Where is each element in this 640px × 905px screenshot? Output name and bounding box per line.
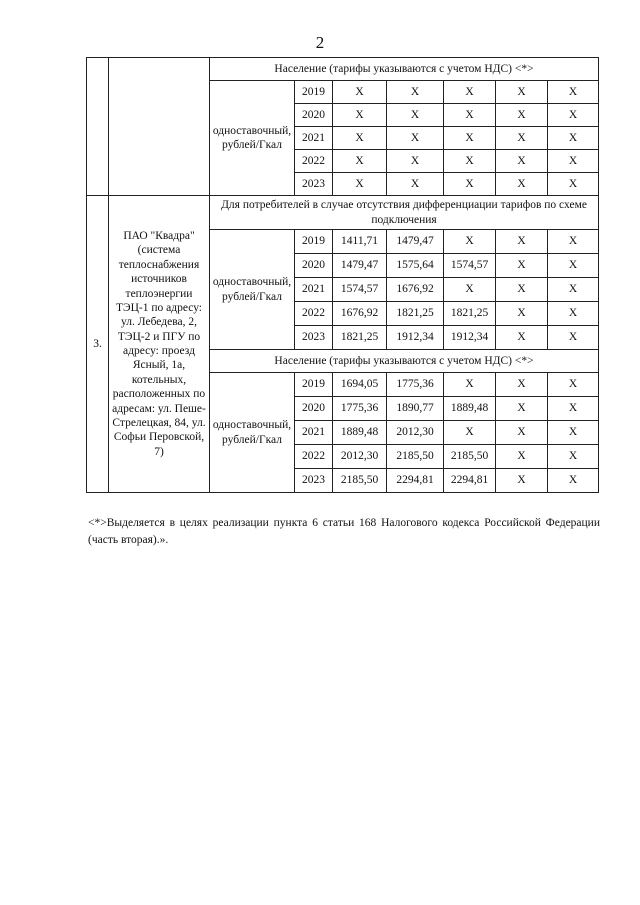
value-cell: X bbox=[496, 81, 548, 104]
value-cell: 2012,30 bbox=[333, 445, 387, 469]
year-cell: 2021 bbox=[295, 278, 333, 302]
value-cell: X bbox=[496, 421, 548, 445]
value-cell: X bbox=[444, 81, 496, 104]
value-cell: X bbox=[496, 397, 548, 421]
value-cell: X bbox=[548, 445, 599, 469]
value-cell: X bbox=[496, 254, 548, 278]
row-number-cell-empty bbox=[87, 58, 109, 196]
value-cell: X bbox=[444, 173, 496, 196]
value-cell: X bbox=[496, 445, 548, 469]
value-cell: X bbox=[496, 230, 548, 254]
tariff-table bbox=[86, 57, 599, 493]
value-cell: X bbox=[444, 373, 496, 397]
year-cell: 2022 bbox=[295, 445, 333, 469]
value-cell: 2185,50 bbox=[333, 469, 387, 493]
value-cell: 1479,47 bbox=[387, 230, 444, 254]
value-cell: X bbox=[496, 278, 548, 302]
value-cell: X bbox=[387, 173, 444, 196]
value-cell: X bbox=[548, 302, 599, 326]
value-cell: X bbox=[333, 150, 387, 173]
page-number: 2 bbox=[315, 33, 325, 52]
value-cell: X bbox=[548, 421, 599, 445]
value-cell: 2294,81 bbox=[387, 469, 444, 493]
value-cell: X bbox=[548, 230, 599, 254]
value-cell: X bbox=[387, 150, 444, 173]
value-cell: 1574,57 bbox=[333, 278, 387, 302]
footnote: <*>Выделяется в целях реализации пункта 6 статьи 168 Налогового кодекса Российской Федерации (часть вторая).». bbox=[88, 517, 600, 546]
value-cell: X bbox=[496, 104, 548, 127]
unit-cell: одноставочный, рублей/Гкал bbox=[210, 230, 295, 350]
value-cell: X bbox=[548, 397, 599, 421]
value-cell: X bbox=[548, 127, 599, 150]
value-cell: X bbox=[387, 81, 444, 104]
value-cell: 1889,48 bbox=[333, 421, 387, 445]
value-cell: X bbox=[444, 104, 496, 127]
value-cell: 2294,81 bbox=[444, 469, 496, 493]
value-cell: X bbox=[333, 127, 387, 150]
value-cell: 1411,71 bbox=[333, 230, 387, 254]
value-cell: X bbox=[496, 326, 548, 350]
year-cell: 2019 bbox=[295, 81, 333, 104]
year-cell: 2023 bbox=[295, 469, 333, 493]
value-cell: X bbox=[496, 173, 548, 196]
value-cell: X bbox=[548, 81, 599, 104]
organization-cell-empty bbox=[109, 58, 210, 196]
value-cell: X bbox=[548, 469, 599, 493]
year-cell: 2023 bbox=[295, 173, 333, 196]
year-cell: 2020 bbox=[295, 104, 333, 127]
value-cell: 1890,77 bbox=[387, 397, 444, 421]
section-header: Население (тарифы указываются с учетом НДС) <*> bbox=[210, 350, 599, 373]
value-cell: X bbox=[496, 373, 548, 397]
organization-name: ПАО "Квадра" (система теплоснабжения источников теплоэнергии ТЭЦ-1 по адресу: ул. Лебедева, 2, ТЭЦ-2 и ПГУ по адресу: проезд Ясный, 1а, котельных, расположенных по адресам: ул. Пеше-Стрелецкая, 84, ул. Софьи Перовской, 7) bbox=[109, 196, 210, 493]
row-number: 3. bbox=[87, 196, 109, 493]
year-cell: 2019 bbox=[295, 230, 333, 254]
value-cell: X bbox=[444, 127, 496, 150]
value-cell: 2012,30 bbox=[387, 421, 444, 445]
value-cell: 1821,25 bbox=[387, 302, 444, 326]
unit-cell: одноставочный, рублей/Гкал bbox=[210, 81, 295, 196]
unit-cell: одноставочный, рублей/Гкал bbox=[210, 373, 295, 493]
value-cell: 2185,50 bbox=[387, 445, 444, 469]
value-cell: 1912,34 bbox=[444, 326, 496, 350]
value-cell: X bbox=[548, 104, 599, 127]
value-cell: X bbox=[548, 278, 599, 302]
year-cell: 2020 bbox=[295, 254, 333, 278]
value-cell: X bbox=[548, 150, 599, 173]
value-cell: 1775,36 bbox=[333, 397, 387, 421]
year-cell: 2022 bbox=[295, 302, 333, 326]
value-cell: 1821,25 bbox=[333, 326, 387, 350]
year-cell: 2023 bbox=[295, 326, 333, 350]
year-cell: 2019 bbox=[295, 373, 333, 397]
value-cell: 1889,48 bbox=[444, 397, 496, 421]
value-cell: 1479,47 bbox=[333, 254, 387, 278]
value-cell: 1676,92 bbox=[333, 302, 387, 326]
value-cell: X bbox=[548, 326, 599, 350]
value-cell: X bbox=[333, 173, 387, 196]
section-header-row bbox=[87, 196, 599, 230]
value-cell: X bbox=[548, 373, 599, 397]
value-cell: 1676,92 bbox=[387, 278, 444, 302]
value-cell: 1694,05 bbox=[333, 373, 387, 397]
value-cell: 1574,57 bbox=[444, 254, 496, 278]
value-cell: X bbox=[548, 173, 599, 196]
value-cell: X bbox=[496, 150, 548, 173]
value-cell: X bbox=[333, 81, 387, 104]
value-cell: 1775,36 bbox=[387, 373, 444, 397]
value-cell: X bbox=[496, 302, 548, 326]
value-cell: 1912,34 bbox=[387, 326, 444, 350]
year-cell: 2022 bbox=[295, 150, 333, 173]
year-cell: 2020 bbox=[295, 397, 333, 421]
value-cell: X bbox=[548, 254, 599, 278]
value-cell: X bbox=[333, 104, 387, 127]
value-cell: X bbox=[496, 469, 548, 493]
value-cell: X bbox=[444, 421, 496, 445]
section-header-row bbox=[87, 58, 599, 81]
section-header: Население (тарифы указываются с учетом НДС) <*> bbox=[210, 58, 599, 81]
year-cell: 2021 bbox=[295, 127, 333, 150]
value-cell: 1821,25 bbox=[444, 302, 496, 326]
value-cell: X bbox=[444, 278, 496, 302]
value-cell: 1575,64 bbox=[387, 254, 444, 278]
value-cell: X bbox=[496, 127, 548, 150]
value-cell: X bbox=[444, 150, 496, 173]
value-cell: 2185,50 bbox=[444, 445, 496, 469]
year-cell: 2021 bbox=[295, 421, 333, 445]
value-cell: X bbox=[444, 230, 496, 254]
section-header: Для потребителей в случае отсутствия дифференциации тарифов по схеме подключения bbox=[210, 196, 599, 230]
value-cell: X bbox=[387, 127, 444, 150]
value-cell: X bbox=[387, 104, 444, 127]
